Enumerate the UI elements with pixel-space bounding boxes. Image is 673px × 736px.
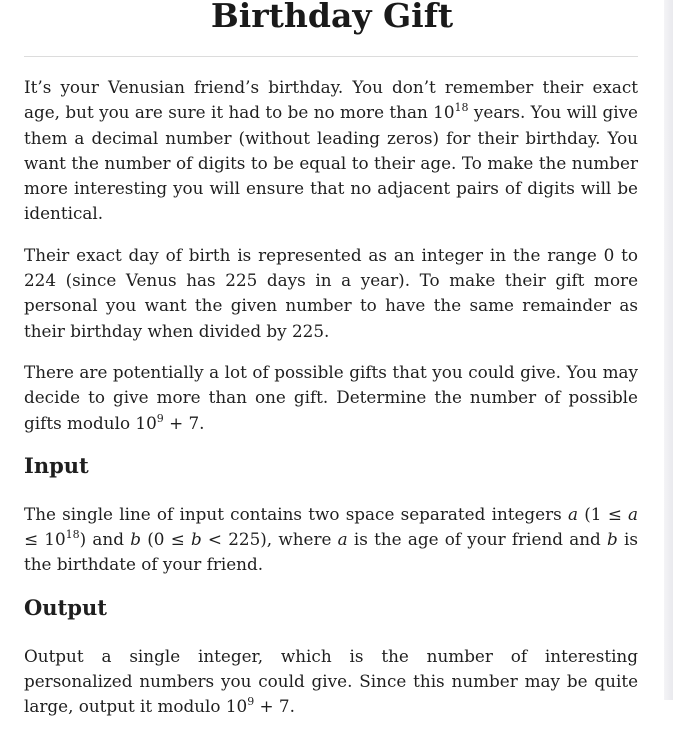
math-power [433,102,468,122]
page-title: Birthday Gift [210,0,454,35]
input-heading: Input [24,452,89,478]
math-text: (0 ≤ [140,529,191,550]
output-heading: Output [24,594,107,620]
input-text: ( [578,503,591,524]
statement-text: + 7. [163,412,205,433]
input-paragraph [24,502,638,578]
statement-text: years. You will give them a decimal number (without leading zeros) for their birthday. You want the number of digits to be equal to their age. To make the number more interesting you will ensure that no adjacent pairs of digits will be identical. [24,102,638,224]
statement-text: There are potentially a lot of possible gifts that you could give. You may decide to give more than one gift. Determine the number of possible gifts modulo [24,361,638,433]
statement-paragraph-1 [24,75,638,227]
math-variable: a [627,503,638,524]
math-exponent: 18 [454,101,469,115]
output-paragraph [24,644,638,720]
math-exponent: 18 [65,528,80,542]
math-exponent: 9 [156,411,164,425]
math-power [135,413,163,433]
input-text: is the birthdate of your friend. [24,529,638,575]
math-base: 10 [225,696,248,717]
math-base: 10 [44,529,66,550]
problem-body [24,75,638,736]
math-text: 1 ≤ [590,503,628,524]
math-variable: b [130,529,141,550]
output-text: + 7. [254,696,295,717]
math-variable: a [567,503,578,524]
page-edge-shadow [664,0,673,700]
math-power [226,696,254,716]
math-text: ≤ [24,529,45,550]
statement-text: It’s your Venusian friend’s birthday. You don’t remember their exact age, but you are sure it had to be no more than [24,77,638,123]
input-text: The single line of input contains two space separated integers [24,503,568,524]
input-text: ) and [79,529,131,550]
title-divider [24,56,638,57]
statement-paragraph-3 [24,360,638,436]
math-variable: b [190,529,202,550]
math-exponent: 9 [247,695,255,709]
math-text: < 225), where [201,529,338,550]
math-power [44,529,79,549]
input-text: is the age of your friend and [347,529,608,550]
math-variable: a [337,529,348,550]
math-variable: b [607,529,618,550]
math-base: 10 [433,102,455,123]
output-text: Output a single integer, which is the number of interesting personalized numbers you could give. Since this number may be quite large, output it modulo [24,645,638,717]
statement-paragraph-2: Their exact day of birth is represented as an integer in the range 0 to 224 (since Venus has 225 days in a year). To make their gift more personal you want the given number to have the same remainder as their birthday when divided by 225. [24,244,638,341]
math-base: 10 [135,412,157,433]
